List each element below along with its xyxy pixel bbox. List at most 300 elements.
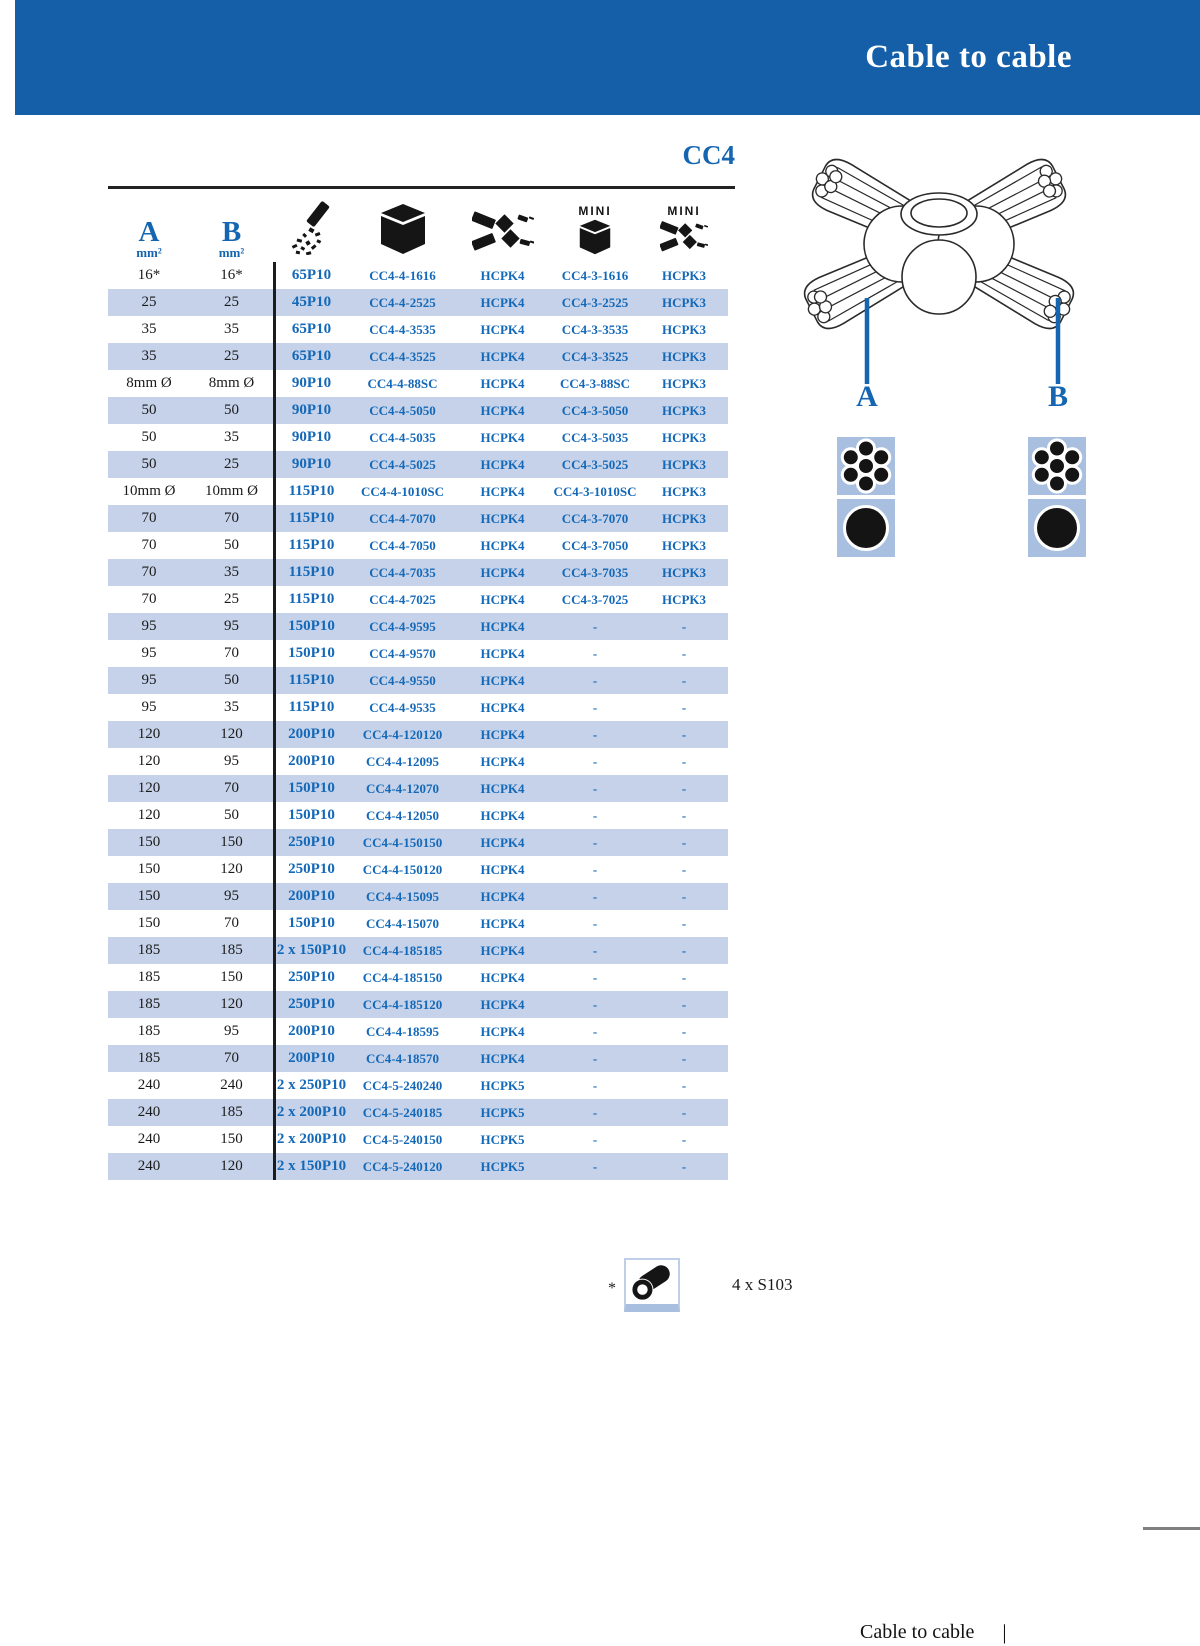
cell-resin-pack: 150P10 xyxy=(288,645,335,661)
cell-mould-code: CC4-4-3525 xyxy=(369,348,436,364)
table-row xyxy=(108,505,728,532)
cell-connector-kit: HCPK4 xyxy=(480,807,525,823)
cell-mould-code: CC4-4-185185 xyxy=(362,942,443,958)
table-row xyxy=(108,559,728,586)
cell-b-size: 50 xyxy=(224,537,239,553)
cell-connector-kit: HCPK4 xyxy=(480,726,525,742)
cell-mould-code: CC4-4-9550 xyxy=(369,672,436,688)
cell-b-size: 16* xyxy=(220,267,243,283)
cell-b-size: 35 xyxy=(224,321,239,337)
cell-b-size: 240 xyxy=(220,1077,243,1093)
table-row xyxy=(108,613,728,640)
cell-mini-mould-code: - xyxy=(592,915,598,931)
cell-b-size: 95 xyxy=(224,753,239,769)
column-header-resin xyxy=(273,194,350,260)
column-b-label: B xyxy=(221,216,242,248)
table-row xyxy=(108,316,728,343)
cell-mini-mould-code: - xyxy=(592,618,598,634)
cell-mini-mould-code: CC4-3-88SC xyxy=(559,375,631,391)
mini-label: MINI xyxy=(578,204,612,218)
cell-mould-code: CC4-4-5050 xyxy=(369,402,436,418)
footer-separator: | xyxy=(1002,1620,1007,1644)
cell-mini-mould-code: - xyxy=(592,807,598,823)
cell-mini-connector-kit: - xyxy=(681,834,687,850)
table-row xyxy=(108,289,728,316)
cell-a-size: 240 xyxy=(137,1077,161,1093)
cell-a-size: 50 xyxy=(141,429,157,445)
cell-mould-code: CC4-4-185120 xyxy=(362,996,443,1012)
table-row xyxy=(108,748,728,775)
table-row xyxy=(108,1072,728,1099)
header-bar xyxy=(15,0,1200,115)
cell-mini-connector-kit: - xyxy=(681,996,687,1012)
cell-resin-pack: 115P10 xyxy=(288,510,335,526)
cell-mini-connector-kit: - xyxy=(681,672,687,688)
cell-resin-pack: 115P10 xyxy=(288,591,335,607)
cell-resin-pack: 200P10 xyxy=(288,1050,335,1066)
cell-b-size: 120 xyxy=(220,726,243,742)
footer-rule xyxy=(1143,1527,1200,1530)
cell-resin-pack: 2 x 250P10 xyxy=(276,1077,347,1093)
cell-b-size: 25 xyxy=(224,591,239,607)
footnote-text: 4 x S103 xyxy=(732,1275,793,1294)
cell-connector-kit: HCPK4 xyxy=(480,753,525,769)
cell-resin-pack: 200P10 xyxy=(288,726,335,742)
cell-connector-kit: HCPK4 xyxy=(480,429,525,445)
cell-a-size: 150 xyxy=(137,915,161,931)
cell-connector-kit: HCPK4 xyxy=(480,267,525,283)
table-row xyxy=(108,883,728,910)
cell-resin-pack: 2 x 150P10 xyxy=(276,942,347,958)
cell-connector-kit: HCPK4 xyxy=(480,699,525,715)
cell-connector-kit: HCPK4 xyxy=(480,780,525,796)
cell-mould-code: CC4-4-1616 xyxy=(369,267,436,283)
cell-connector-kit: HCPK4 xyxy=(480,915,525,931)
cell-mini-connector-kit: - xyxy=(681,1050,687,1066)
table-row xyxy=(108,694,728,721)
table-row xyxy=(108,802,728,829)
resin-pour-icon xyxy=(289,201,335,260)
cell-a-size: 185 xyxy=(137,942,161,958)
cell-connector-kit: HCPK4 xyxy=(480,1050,525,1066)
cell-mini-connector-kit: HCPK3 xyxy=(661,267,707,283)
cell-resin-pack: 250P10 xyxy=(288,969,335,985)
cell-mini-connector-kit: HCPK3 xyxy=(661,510,707,526)
cell-mini-mould-code: CC4-3-7070 xyxy=(561,510,629,526)
table-body xyxy=(108,262,728,1180)
cell-mould-code: CC4-4-9595 xyxy=(369,618,436,634)
cell-mini-mould-code: CC4-3-2525 xyxy=(561,294,629,310)
cell-b-size: 25 xyxy=(224,348,239,364)
cell-mould-code: CC4-4-150120 xyxy=(362,861,443,877)
cell-mini-mould-code: CC4-3-5025 xyxy=(561,456,629,472)
cell-mini-connector-kit: - xyxy=(681,1077,687,1093)
column-header-mould xyxy=(350,194,455,260)
cell-mini-mould-code: - xyxy=(592,645,598,661)
cell-b-size: 150 xyxy=(220,1131,243,1147)
cell-connector-kit: HCPK4 xyxy=(480,564,525,580)
table-top-rule xyxy=(108,186,735,189)
cell-connector-kit: HCPK5 xyxy=(480,1158,525,1174)
cell-a-size: 185 xyxy=(137,969,161,985)
cell-mini-connector-kit: - xyxy=(681,807,687,823)
cell-resin-pack: 200P10 xyxy=(288,1023,335,1039)
cell-mini-mould-code: CC4-3-7035 xyxy=(561,564,629,580)
cell-a-size: 70 xyxy=(141,564,157,580)
ferrule-icon xyxy=(624,1258,680,1312)
cell-resin-pack: 250P10 xyxy=(288,861,335,877)
column-header-connector xyxy=(455,194,550,260)
cell-b-size: 95 xyxy=(224,888,239,904)
cell-resin-pack: 65P10 xyxy=(291,267,332,283)
cell-b-size: 35 xyxy=(224,429,239,445)
cell-connector-kit: HCPK4 xyxy=(480,834,525,850)
cell-connector-kit: HCPK4 xyxy=(480,402,525,418)
cell-resin-pack: 115P10 xyxy=(288,483,335,499)
mini-mould-icon xyxy=(579,219,611,260)
cell-b-size: 25 xyxy=(224,456,239,472)
cell-mould-code: CC4-5-240185 xyxy=(362,1104,443,1120)
footer-text: Cable to cable xyxy=(860,1621,975,1643)
cell-b-size: 185 xyxy=(220,1104,243,1120)
cell-mini-mould-code: CC4-3-7050 xyxy=(561,537,629,553)
cell-b-size: 10mm Ø xyxy=(205,483,258,499)
column-header-a xyxy=(108,194,190,260)
cell-a-size: 25 xyxy=(141,294,157,310)
cell-b-size: 8mm Ø xyxy=(208,375,255,391)
table-row xyxy=(108,829,728,856)
cell-b-size: 50 xyxy=(224,402,239,418)
cell-mini-connector-kit: HCPK3 xyxy=(661,537,707,553)
table-row xyxy=(108,667,728,694)
cell-mini-mould-code: CC4-3-1616 xyxy=(561,267,629,283)
cell-a-size: 150 xyxy=(137,888,161,904)
cell-mould-code: CC4-4-7035 xyxy=(369,564,436,580)
table-row xyxy=(108,991,728,1018)
cell-mould-code: CC4-5-240150 xyxy=(362,1131,443,1147)
table-row xyxy=(108,1045,728,1072)
cell-connector-kit: HCPK5 xyxy=(480,1104,525,1120)
cell-connector-kit: HCPK4 xyxy=(480,888,525,904)
cell-mould-code: CC4-4-5035 xyxy=(369,429,436,445)
table-row xyxy=(108,262,728,289)
cell-mini-mould-code: - xyxy=(592,780,598,796)
cell-mini-mould-code: - xyxy=(592,1050,598,1066)
mini-connector-icon xyxy=(660,219,708,260)
cell-mini-mould-code: - xyxy=(592,1158,598,1174)
table-row xyxy=(108,910,728,937)
cell-mini-mould-code: - xyxy=(592,699,598,715)
cell-connector-kit: HCPK4 xyxy=(480,996,525,1012)
cell-mould-code: CC4-4-12070 xyxy=(366,780,439,796)
cell-b-size: 35 xyxy=(224,699,239,715)
cell-mould-code: CC4-4-9535 xyxy=(369,699,436,715)
cell-connector-kit: HCPK4 xyxy=(480,537,525,553)
cell-mould-code: CC4-4-7050 xyxy=(369,537,436,553)
cell-b-size: 185 xyxy=(220,942,243,958)
table-row xyxy=(108,1099,728,1126)
cell-b-size: 120 xyxy=(220,996,243,1012)
cell-mould-code: CC4-4-12050 xyxy=(366,807,439,823)
cell-mini-mould-code: CC4-3-5035 xyxy=(561,429,629,445)
cell-connector-kit: HCPK4 xyxy=(480,294,525,310)
table-header-row xyxy=(108,194,728,260)
cell-mini-mould-code: - xyxy=(592,834,598,850)
cell-mini-mould-code: - xyxy=(592,726,598,742)
cell-resin-pack: 250P10 xyxy=(288,834,335,850)
cell-mould-code: CC4-4-7070 xyxy=(369,510,436,526)
cell-resin-pack: 150P10 xyxy=(288,618,335,634)
cell-mould-code: CC4-4-120120 xyxy=(362,726,443,742)
cell-mini-mould-code: - xyxy=(592,1077,598,1093)
cell-resin-pack: 200P10 xyxy=(288,888,335,904)
cell-connector-kit: HCPK4 xyxy=(480,456,525,472)
table-row xyxy=(108,1126,728,1153)
cell-a-size: 50 xyxy=(141,402,157,418)
cell-mini-mould-code: - xyxy=(592,1104,598,1120)
cell-resin-pack: 115P10 xyxy=(288,699,335,715)
cell-mould-code: CC4-4-185150 xyxy=(362,969,443,985)
cell-connector-kit: HCPK4 xyxy=(480,672,525,688)
cell-resin-pack: 90P10 xyxy=(291,429,332,445)
cell-connector-kit: HCPK4 xyxy=(480,969,525,985)
cell-connector-kit: HCPK4 xyxy=(480,618,525,634)
cell-mini-mould-code: CC4-3-7025 xyxy=(561,591,629,607)
cell-a-size: 185 xyxy=(137,996,161,1012)
cell-b-size: 25 xyxy=(224,294,239,310)
cell-mini-connector-kit: - xyxy=(681,645,687,661)
column-divider-rule xyxy=(273,262,276,1180)
cell-resin-pack: 90P10 xyxy=(291,456,332,472)
cell-mini-connector-kit: - xyxy=(681,753,687,769)
table-row xyxy=(108,478,728,505)
cell-resin-pack: 150P10 xyxy=(288,780,335,796)
column-b-unit: mm² xyxy=(218,245,245,260)
table-row xyxy=(108,586,728,613)
cell-b-size: 70 xyxy=(224,915,239,931)
cell-mini-connector-kit: - xyxy=(681,969,687,985)
cell-b-size: 50 xyxy=(224,807,239,823)
cell-resin-pack: 45P10 xyxy=(291,294,332,310)
cell-mini-mould-code: - xyxy=(592,753,598,769)
table-row xyxy=(108,532,728,559)
cell-resin-pack: 150P10 xyxy=(288,807,335,823)
cell-mini-mould-code: - xyxy=(592,996,598,1012)
cell-b-size: 35 xyxy=(224,564,239,580)
cell-a-size: 240 xyxy=(137,1104,161,1120)
cell-mini-connector-kit: - xyxy=(681,888,687,904)
cell-a-size: 10mm Ø xyxy=(122,483,176,499)
cell-b-size: 150 xyxy=(220,969,243,985)
cell-b-size: 70 xyxy=(224,510,239,526)
column-a-label: A xyxy=(138,216,160,248)
cell-mini-connector-kit: HCPK3 xyxy=(661,402,707,418)
table-row xyxy=(108,964,728,991)
cell-mini-mould-code: - xyxy=(592,1131,598,1147)
cell-a-size: 35 xyxy=(141,321,157,337)
table-row xyxy=(108,721,728,748)
footnote xyxy=(608,1258,792,1312)
cell-mini-connector-kit: - xyxy=(681,1023,687,1039)
column-header-b xyxy=(190,194,273,260)
cell-b-size: 95 xyxy=(224,618,239,634)
cell-connector-kit: HCPK4 xyxy=(480,510,525,526)
cell-mould-code: CC4-4-12095 xyxy=(366,753,439,769)
cell-resin-pack: 90P10 xyxy=(291,402,332,418)
column-a-unit: mm² xyxy=(136,245,162,260)
footnote-marker: * xyxy=(608,1280,616,1297)
cell-mini-connector-kit: - xyxy=(681,780,687,796)
cell-mini-connector-kit: HCPK3 xyxy=(661,456,707,472)
cell-mini-connector-kit: HCPK3 xyxy=(661,564,707,580)
cell-mini-mould-code: CC4-3-3535 xyxy=(561,321,629,337)
solid-conductor-icon xyxy=(1028,499,1086,557)
cell-resin-pack: 250P10 xyxy=(288,996,335,1012)
cell-mould-code: CC4-5-240120 xyxy=(362,1158,443,1174)
cell-resin-pack: 2 x 150P10 xyxy=(276,1158,347,1174)
cell-mould-code: CC4-4-1010SC xyxy=(360,483,445,499)
cell-resin-pack: 150P10 xyxy=(288,915,335,931)
cell-mini-mould-code: CC4-3-1010SC xyxy=(553,483,637,499)
cell-mini-connector-kit: HCPK3 xyxy=(661,483,707,499)
cell-a-size: 95 xyxy=(141,672,157,688)
cable-b-label: B xyxy=(1047,380,1068,413)
cell-connector-kit: HCPK5 xyxy=(480,1077,525,1093)
cell-mini-mould-code: CC4-3-3525 xyxy=(561,348,629,364)
cell-connector-kit: HCPK4 xyxy=(480,321,525,337)
cell-mini-connector-kit: - xyxy=(681,618,687,634)
cell-a-size: 70 xyxy=(141,537,157,553)
cell-a-size: 70 xyxy=(141,510,157,526)
cell-mini-mould-code: - xyxy=(592,969,598,985)
cell-mould-code: CC4-5-240240 xyxy=(362,1077,443,1093)
cell-a-size: 120 xyxy=(137,753,161,769)
cell-mini-connector-kit: - xyxy=(681,1131,687,1147)
cell-mould-code: CC4-4-18570 xyxy=(366,1050,439,1066)
cell-mould-code: CC4-4-9570 xyxy=(369,645,436,661)
cell-a-size: 185 xyxy=(137,1023,161,1039)
table-row xyxy=(108,1153,728,1180)
cell-resin-pack: 115P10 xyxy=(288,537,335,553)
cell-resin-pack: 65P10 xyxy=(291,348,332,364)
cell-mould-code: CC4-4-18595 xyxy=(366,1023,439,1039)
cell-b-size: 120 xyxy=(220,861,243,877)
page-title: Cable to cable xyxy=(865,39,1072,75)
cell-b-size: 70 xyxy=(224,1050,239,1066)
table-row xyxy=(108,1018,728,1045)
cell-mini-mould-code: - xyxy=(592,1023,598,1039)
cell-b-size: 120 xyxy=(220,1158,243,1174)
cell-mould-code: CC4-4-15095 xyxy=(366,888,439,904)
table-row xyxy=(108,856,728,883)
cell-mini-connector-kit: - xyxy=(681,1104,687,1120)
footer xyxy=(860,1620,1007,1645)
cell-a-size: 240 xyxy=(137,1131,161,1147)
cell-b-size: 50 xyxy=(224,672,239,688)
cell-mini-connector-kit: HCPK3 xyxy=(661,294,707,310)
cell-connector-kit: HCPK4 xyxy=(480,942,525,958)
cell-resin-pack: 2 x 200P10 xyxy=(276,1131,347,1147)
cell-mould-code: CC4-4-2525 xyxy=(369,294,436,310)
cell-mini-connector-kit: HCPK3 xyxy=(661,348,707,364)
table-row xyxy=(108,937,728,964)
cell-mini-connector-kit: HCPK3 xyxy=(661,321,707,337)
cell-mini-mould-code: - xyxy=(592,888,598,904)
cell-connector-kit: HCPK4 xyxy=(480,375,525,391)
column-header-mini-mould xyxy=(550,194,640,260)
cell-mould-code: CC4-4-7025 xyxy=(369,591,436,607)
section-code-heading: CC4 xyxy=(682,140,735,170)
table-row xyxy=(108,640,728,667)
cell-mould-code: CC4-4-88SC xyxy=(367,375,438,391)
cell-resin-pack: 90P10 xyxy=(291,375,332,391)
cell-connector-kit: HCPK4 xyxy=(480,483,525,499)
cell-b-size: 70 xyxy=(224,780,239,796)
cell-mini-connector-kit: - xyxy=(681,861,687,877)
cell-mini-connector-kit: - xyxy=(681,1158,687,1174)
cell-a-size: 95 xyxy=(141,618,157,634)
cell-a-size: 35 xyxy=(141,348,157,364)
stranded-conductor-icon xyxy=(1028,437,1086,495)
table-row xyxy=(108,451,728,478)
cell-b-size: 95 xyxy=(224,1023,239,1039)
cell-connector-kit: HCPK4 xyxy=(480,1023,525,1039)
cell-mini-connector-kit: - xyxy=(681,915,687,931)
table-row xyxy=(108,343,728,370)
mould-icon xyxy=(380,203,426,260)
cell-mini-mould-code: CC4-3-5050 xyxy=(561,402,629,418)
cell-a-size: 70 xyxy=(141,591,157,607)
cable-joint-illustration xyxy=(775,130,1105,400)
table-row xyxy=(108,397,728,424)
column-header-mini-connector xyxy=(640,194,728,260)
table-row xyxy=(108,424,728,451)
cell-a-size: 120 xyxy=(137,726,161,742)
cell-connector-kit: HCPK4 xyxy=(480,861,525,877)
connector-clamp-icon xyxy=(472,209,534,260)
cell-a-size: 95 xyxy=(141,645,157,661)
cell-b-size: 70 xyxy=(224,645,239,661)
cable-a-label: A xyxy=(856,380,878,413)
stranded-conductor-icon xyxy=(837,437,895,495)
cell-a-size: 150 xyxy=(137,834,161,850)
table-row xyxy=(108,775,728,802)
cell-a-size: 95 xyxy=(141,699,157,715)
cell-a-size: 8mm Ø xyxy=(126,375,172,391)
cell-mould-code: CC4-4-5025 xyxy=(369,456,436,472)
cell-mini-mould-code: - xyxy=(592,942,598,958)
cell-a-size: 16* xyxy=(137,267,161,283)
cell-connector-kit: HCPK4 xyxy=(480,348,525,364)
cell-mini-connector-kit: HCPK3 xyxy=(661,591,707,607)
cell-mini-connector-kit: - xyxy=(681,726,687,742)
cell-resin-pack: 2 x 200P10 xyxy=(276,1104,347,1120)
cell-mould-code: CC4-4-3535 xyxy=(369,321,436,337)
cell-resin-pack: 115P10 xyxy=(288,672,335,688)
cell-resin-pack: 65P10 xyxy=(291,321,332,337)
cell-a-size: 150 xyxy=(137,861,161,877)
cell-mini-mould-code: - xyxy=(592,672,598,688)
cell-mini-mould-code: - xyxy=(592,861,598,877)
cell-mould-code: CC4-4-15070 xyxy=(366,915,439,931)
cell-resin-pack: 115P10 xyxy=(288,564,335,580)
cell-mini-connector-kit: - xyxy=(681,942,687,958)
cell-a-size: 120 xyxy=(137,780,161,796)
solid-conductor-icon xyxy=(837,499,895,557)
cell-a-size: 185 xyxy=(137,1050,161,1066)
cell-mini-connector-kit: HCPK3 xyxy=(661,429,707,445)
cell-resin-pack: 200P10 xyxy=(288,753,335,769)
